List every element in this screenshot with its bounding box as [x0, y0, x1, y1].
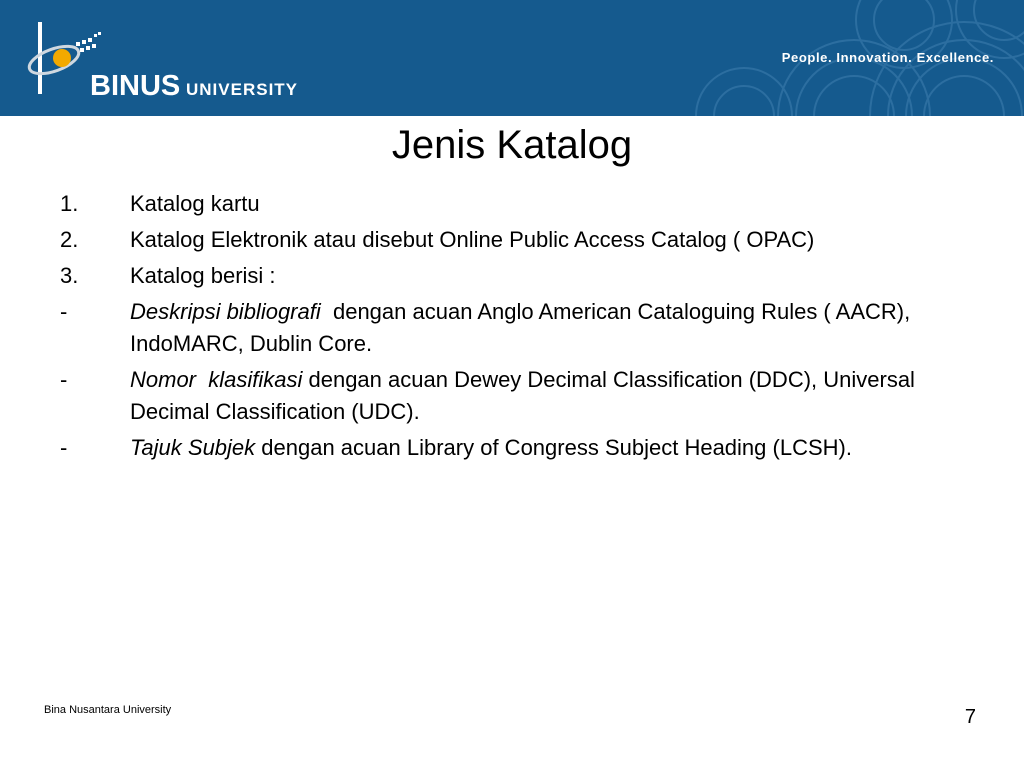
list-item [60, 296, 960, 360]
item-emphasis: Deskripsi bibliografi [130, 299, 321, 324]
logo-subtitle: UNIVERSITY [186, 80, 299, 99]
item-text: Katalog berisi : [130, 263, 276, 288]
list-item [60, 260, 960, 292]
list-item [60, 432, 960, 464]
footer-organization: Bina Nusantara University [44, 704, 172, 716]
item-text-group [130, 364, 960, 428]
item-text: dengan acuan Anglo American Cataloguing Rules ( AACR), IndoMARC, Dublin Core. [130, 299, 917, 356]
item-marker: 2. [60, 227, 79, 252]
logo-wordmark: BINUS [90, 70, 181, 102]
list-item [60, 364, 960, 428]
item-text: dengan acuan Dewey Decimal Classification (DDC), Universal Decimal Classification (UDC). [130, 367, 915, 424]
item-emphasis: Nomor klasifikasi [130, 367, 303, 392]
item-text: Katalog Elektronik atau disebut Online Public Access Catalog ( OPAC) [130, 227, 815, 252]
item-text: Katalog kartu [130, 191, 260, 216]
item-text: dengan acuan Library of Congress Subject Heading (LCSH). [255, 435, 852, 460]
slide-title: Jenis Katalog [391, 123, 633, 167]
item-text-group [130, 432, 960, 464]
binus-logo[interactable] [20, 14, 320, 104]
list-item [60, 224, 960, 256]
item-marker: - [60, 299, 68, 324]
page-number: 7 [964, 706, 976, 728]
item-emphasis: Tajuk Subjek [130, 435, 256, 460]
item-marker: 1. [60, 191, 79, 216]
item-marker: 3. [60, 263, 79, 288]
tagline: People. Innovation. Excellence. [781, 50, 994, 65]
content-list [60, 188, 960, 468]
item-marker: - [60, 435, 68, 460]
header-bar [0, 0, 1024, 116]
list-item [60, 188, 960, 220]
item-text-group [130, 296, 960, 360]
item-marker: - [60, 367, 68, 392]
